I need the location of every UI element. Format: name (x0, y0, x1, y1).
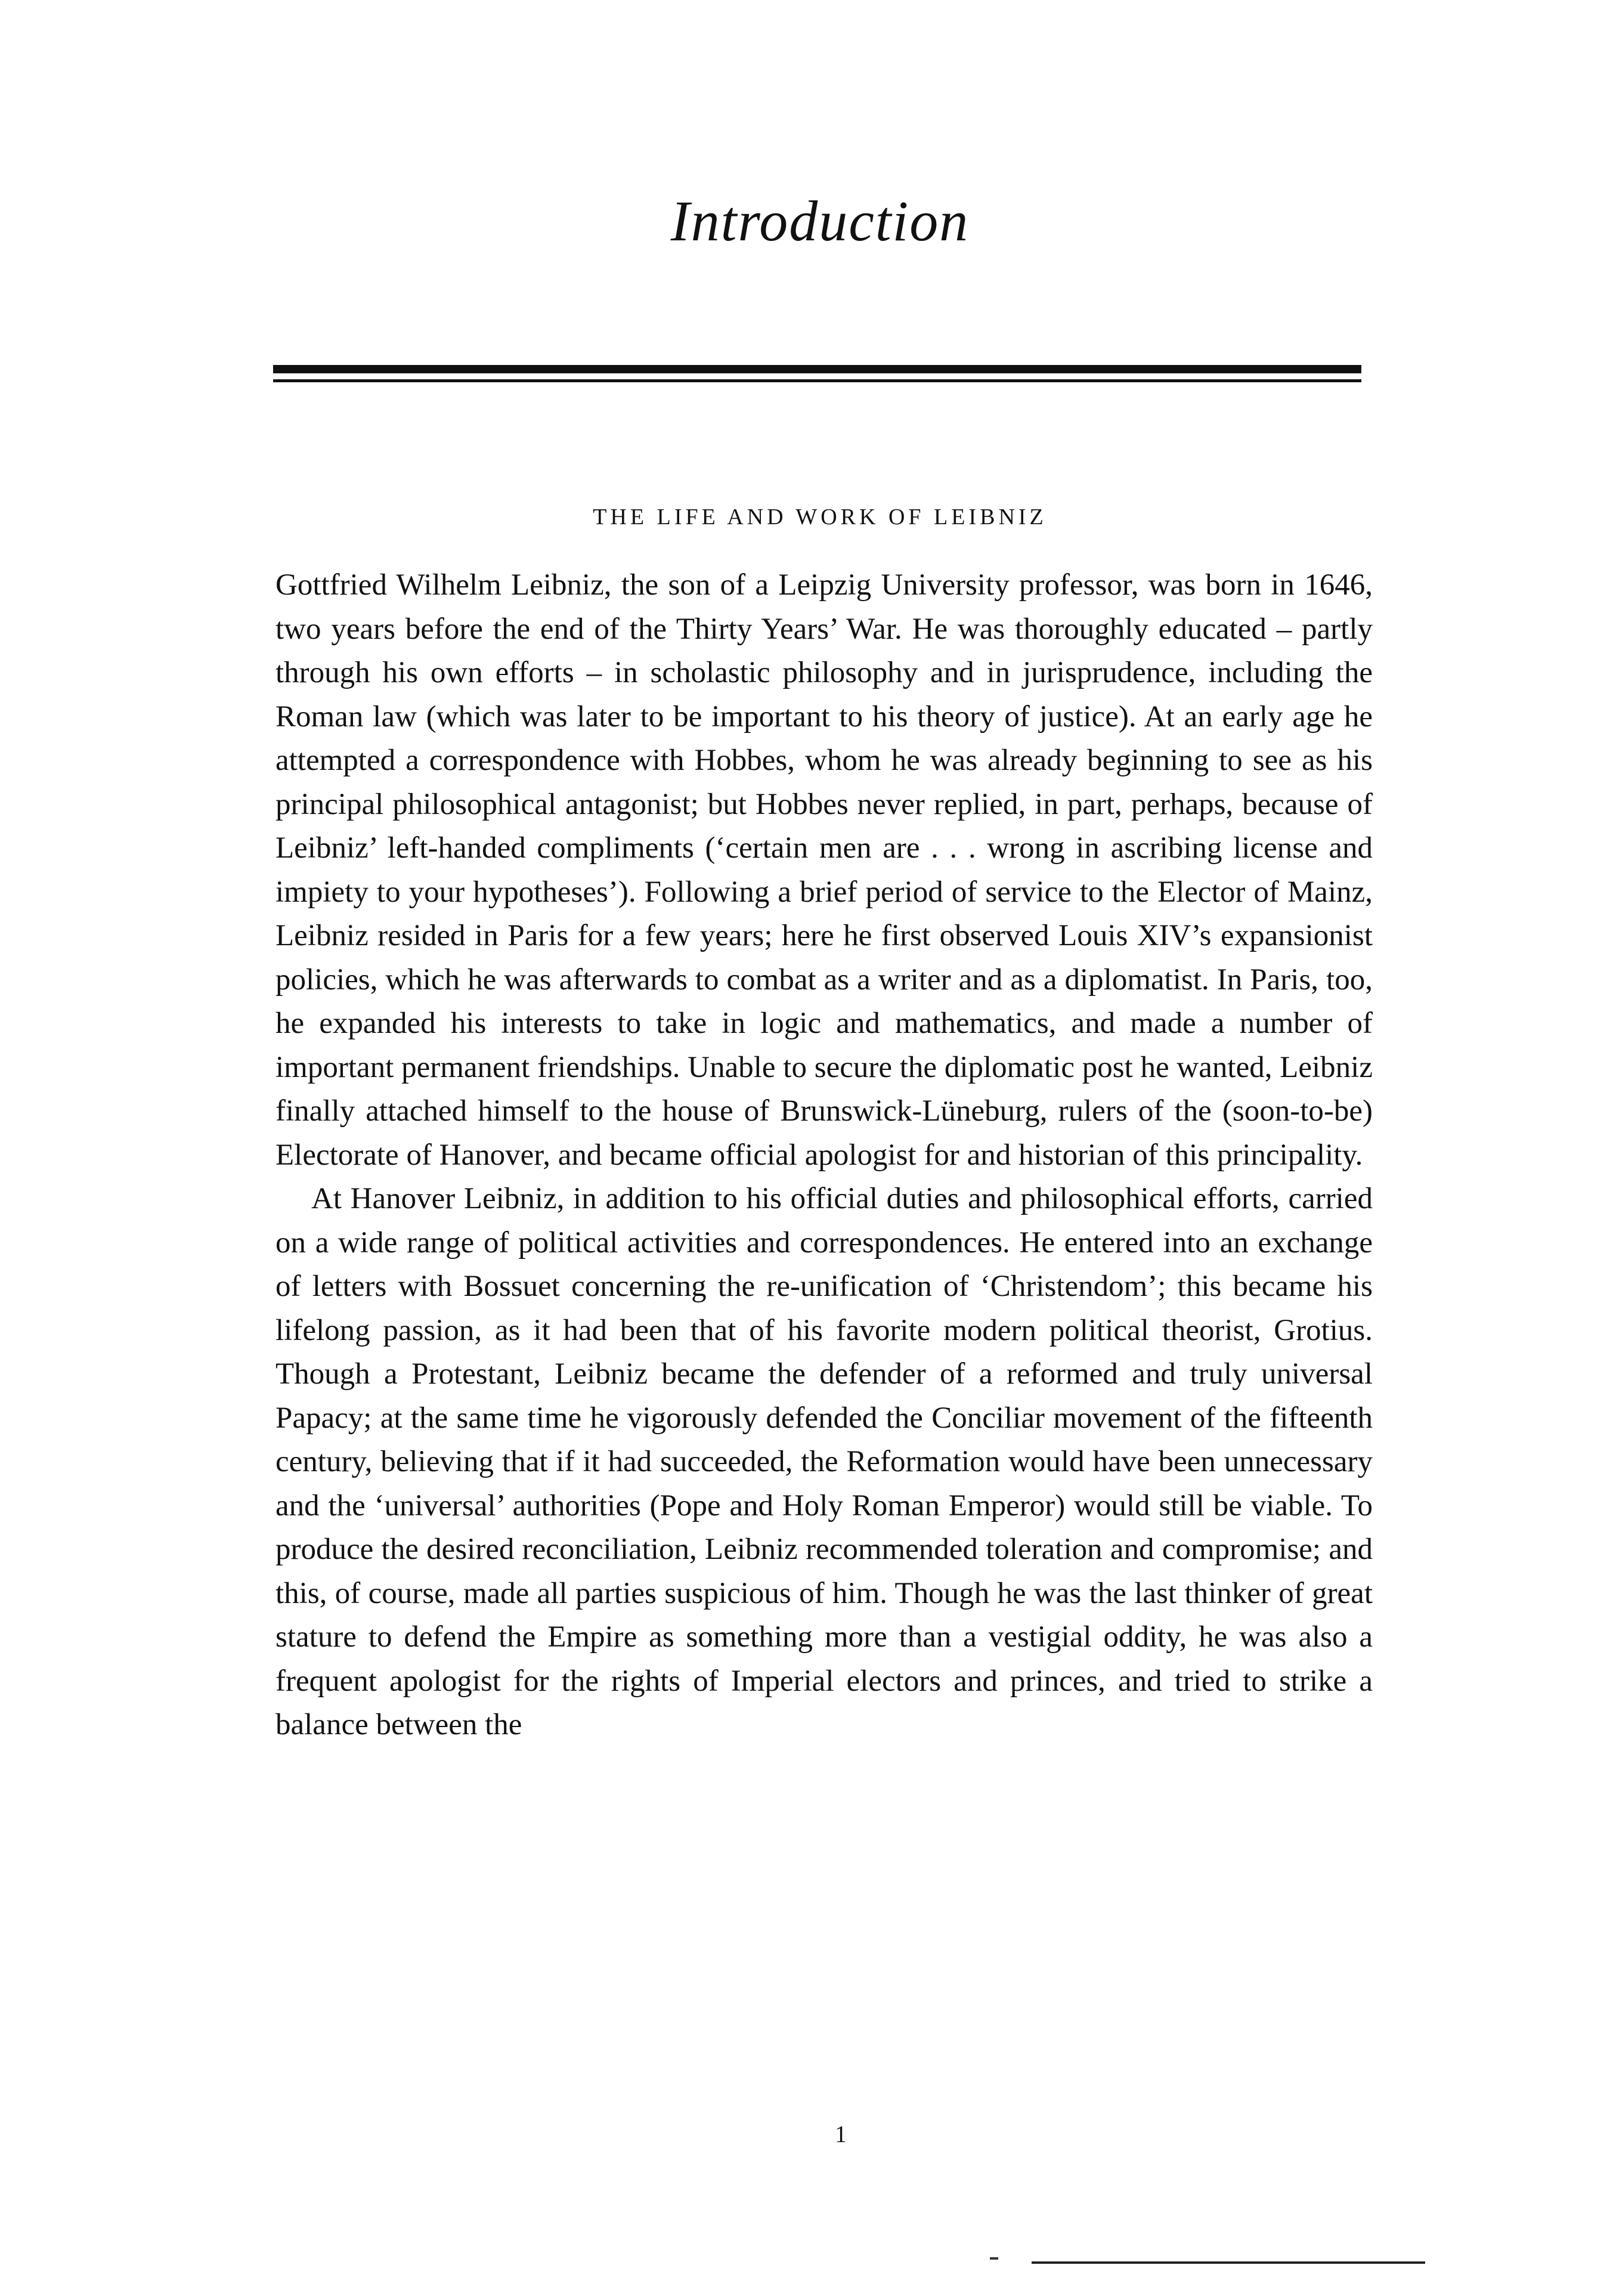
scan-artifact-dot (990, 2257, 998, 2260)
title-rule-thick (273, 365, 1361, 373)
chapter-title: Introduction (670, 189, 970, 253)
paragraph-1: Gottfried Wilhelm Leibniz, the son of a Leipzig University professor, was born in 1646, two years before the end of the Thirty Years’ War. He was thoroughly educated – partly through his own efforts – in scholastic philosophy and in jurisprudence, including the Roman law (which was later to be important to his theory of justice). At an early age he attempted a correspondence with Hobbes, whom he was already beginning to see as his principal philosophical antagonist; but Hobbes never replied, in part, perhaps, because of Leibniz’ left-handed compliments (‘certain men are . . . wrong in ascribing license and impiety to your hypotheses’). Following a brief period of service to the Elector of Mainz, Leibniz resided in Paris for a few years; here he first observed Louis XIV’s expansionist policies, which he was afterwards to combat as a writer and as a diplomatist. In Paris, too, he expanded his interests to take in logic and mathematics, and made a number of important permanent friendships. Unable to secure the diplomatic post he wanted, Leibniz finally attached himself to the house of Brunswick-Lüneburg, rulers of the (soon-to-be) Electorate of Hanover, and became official apologist for and historian of this principality. (275, 568, 1373, 1172)
page-number: 1 (835, 2121, 847, 2148)
section-heading: THE LIFE AND WORK OF LEIBNIZ (593, 505, 1047, 530)
title-rule-thin (273, 379, 1361, 382)
body-text (275, 564, 1373, 1747)
scan-artifact-line (1032, 2261, 1425, 2264)
paragraph-2: At Hanover Leibniz, in addition to his official duties and philosophical efforts, carried on a wide range of political activities and correspondences. He entered into an exchange of letters with Bossuet concerning the re-unification of ‘Christendom’; this became his lifelong passion, as it had been that of his favorite modern political theorist, Grotius. Though a Protestant, Leibniz became the defender of a reformed and truly universal Papacy; at the same time he vigorously defended the Conciliar movement of the fifteenth century, believing that if it had succeeded, the Reformation would have been unnecessary and the ‘universal’ authorities (Pope and Holy Roman Emperor) would still be viable. To produce the desired reconciliation, Leibniz recommended toleration and compromise; and this, of course, made all parties suspicious of him. Though he was the last thinker of great stature to defend the Empire as something more than a vestigial oddity, he was also a frequent apologist for the rights of Imperial electors and princes, and tried to strike a balance between the (275, 1182, 1373, 1741)
